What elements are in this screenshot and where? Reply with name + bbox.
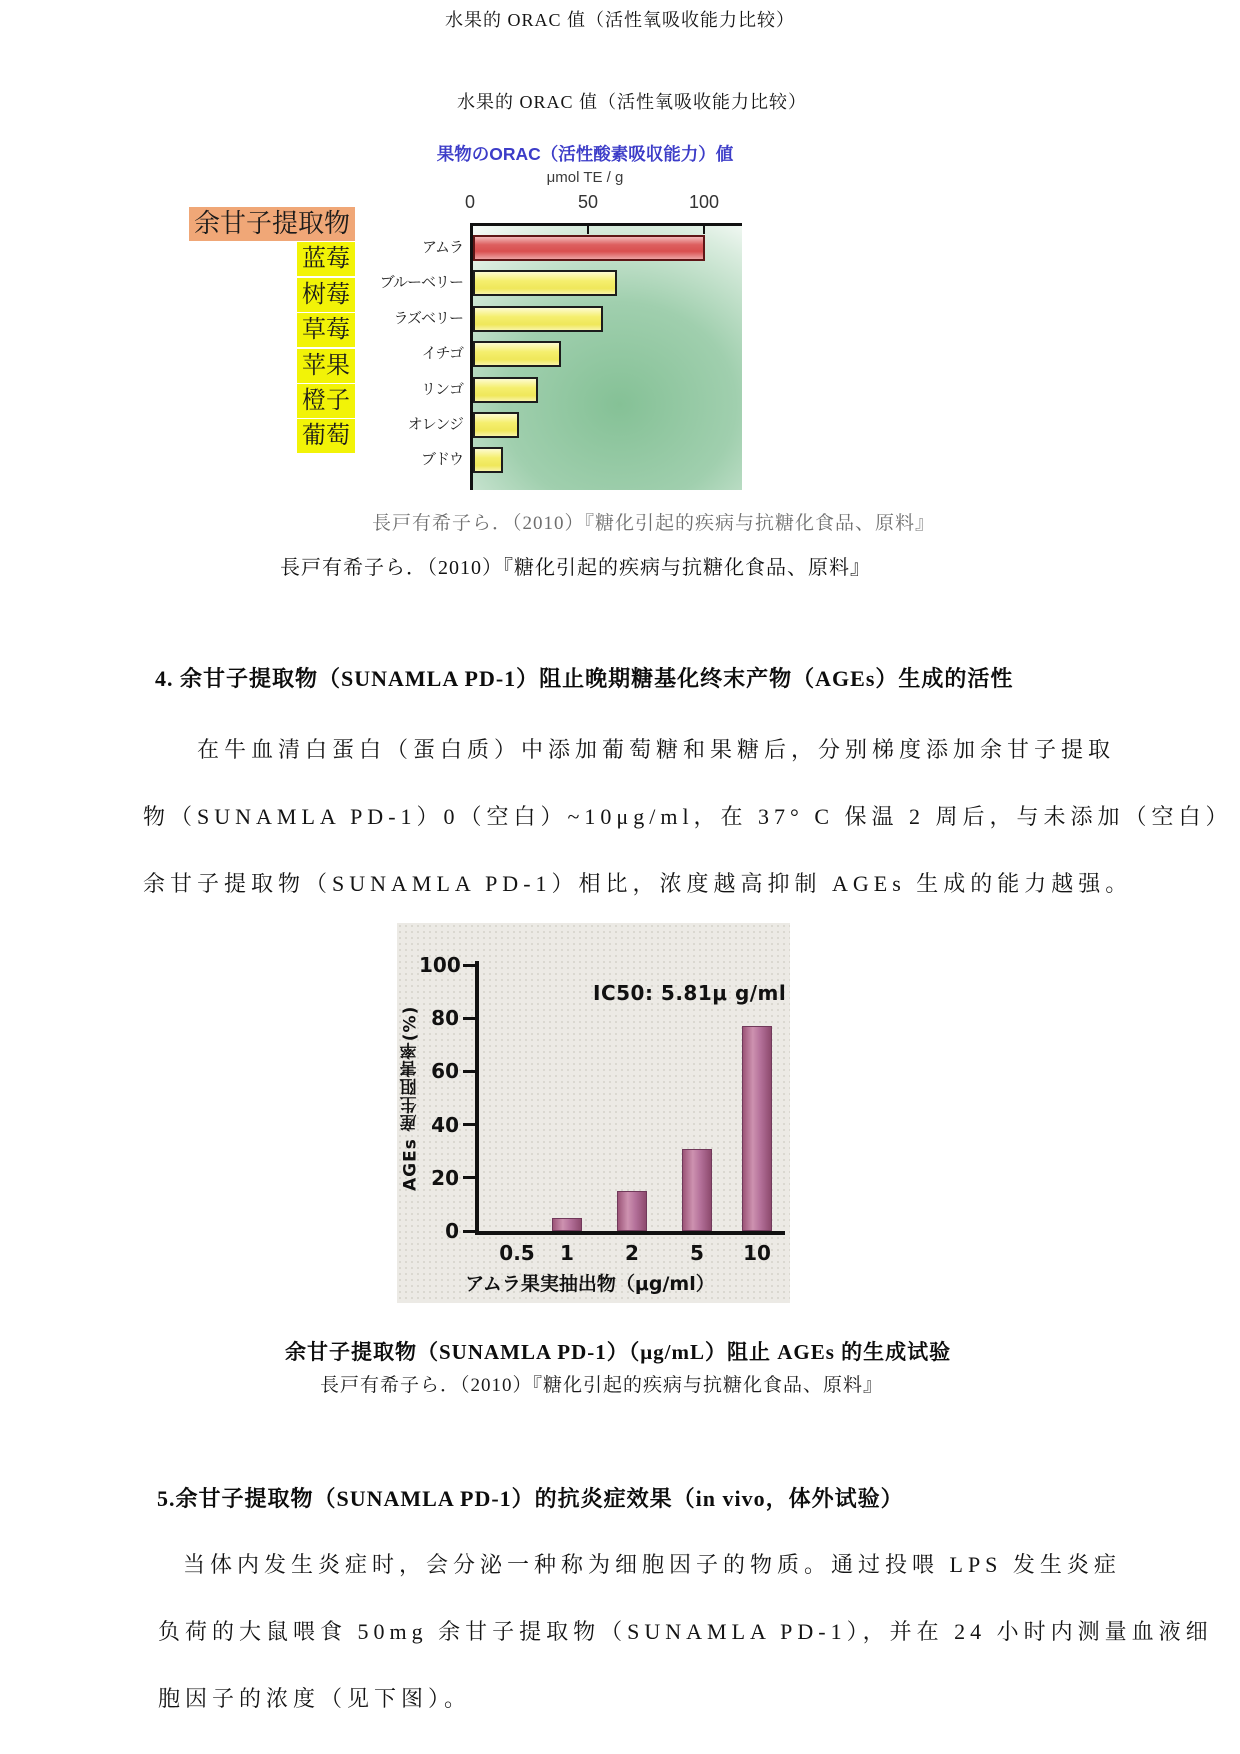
- bar-label-jp: イチゴ: [421, 345, 463, 363]
- section4-heading: 4. 余甘子提取物（SUNAMLA PD-1）阻止晚期糖基化终末产物（AGEs）生成的活性: [155, 666, 1014, 691]
- orac-bar: [473, 235, 705, 261]
- chart2-x-axis-label: アムラ果実抽出物（μg/ml）: [465, 1273, 715, 1295]
- chart2-y-tick-label: 40: [431, 1112, 459, 1137]
- chart2-y-tickmark: [463, 1176, 475, 1179]
- highlight-label-fruit: 草莓: [297, 313, 355, 347]
- paragraph-line: 余甘子提取物（SUNAMLA PD-1）相比，浓度越高抑制 AGEs 生成的能力越强。: [143, 871, 1133, 896]
- ages-bar-chart: [397, 923, 790, 1303]
- chart2-y-axis-label: AGEs 産生阻害率(%): [400, 1005, 421, 1191]
- chart2-y-tickmark: [463, 964, 475, 967]
- chart2-ic50-annotation: IC50: 5.81μ g/ml: [593, 981, 787, 1005]
- chart1-tick-label: 0: [464, 192, 476, 212]
- chart1-title: 果物のORAC（活性酸素吸収能力）値: [436, 144, 734, 164]
- bar-label-jp: リンゴ: [420, 380, 463, 398]
- chart1-top-axis-line: [470, 223, 742, 226]
- bar-label-jp: オレンジ: [407, 416, 463, 433]
- bar-label-jp: アムラ: [422, 239, 463, 256]
- chart2-x-axis-line: [475, 1231, 785, 1235]
- chart2-y-tick-label: 20: [431, 1165, 459, 1190]
- chart2-y-tick-label: 60: [431, 1059, 459, 1084]
- chart2-y-tick-label: 80: [431, 1006, 459, 1031]
- bar-label-jp: ブドウ: [420, 451, 463, 469]
- highlight-label-fruit: 苹果: [297, 349, 355, 383]
- figure1-title: 水果的 ORAC 值（活性氧吸收能力比较）: [456, 92, 807, 112]
- figure1-source-citation: 長戸有希子ら．（2010）『糖化引起的疾病与抗糖化食品、原料』: [280, 557, 871, 579]
- page-header-title: 水果的 ORAC 值（活性氧吸收能力比较）: [444, 10, 795, 30]
- ages-bar: [682, 1149, 712, 1231]
- orac-bar: [473, 306, 603, 332]
- chart2-y-tick-label: 100: [419, 953, 461, 977]
- chart2-y-tickmark: [463, 1017, 475, 1020]
- paragraph-line: 当体内发生炎症时，会分泌一种称为细胞因子的物质。通过投喂 LPS 发生炎症: [183, 1552, 1121, 1577]
- chart1-tick-label: 50: [577, 192, 599, 212]
- paragraph-line: 胞因子的浓度（见下图）。: [158, 1686, 472, 1711]
- chart1-tick-50: [587, 226, 589, 234]
- ages-bar: [617, 1191, 647, 1231]
- highlight-label-fruit: 蓝莓: [297, 242, 355, 276]
- chart2-y-tickmark: [463, 1230, 475, 1233]
- figure1-source-inner: 長戸有希子ら．（2010）『糖化引起的疾病与抗糖化食品、原料』: [372, 513, 936, 534]
- ages-bar: [552, 1218, 582, 1231]
- chart2-x-tick-label: 2: [625, 1241, 639, 1265]
- paragraph-line: 物（SUNAMLA PD-1）0（空白）~10μg/ml，在 37° C 保温 2 周后，与未添加（空白）: [143, 804, 1233, 829]
- chart1-tick-100: [703, 226, 705, 234]
- highlight-label-fruit: 葡萄: [297, 419, 355, 453]
- orac-bar: [473, 412, 519, 438]
- chart2-x-tick-label: 1: [560, 1241, 574, 1265]
- chart1-tick-label: 100: [688, 192, 720, 212]
- chart2-x-tick-label: 5: [690, 1241, 704, 1265]
- orac-bar: [473, 377, 538, 403]
- orac-bar: [473, 447, 503, 473]
- orac-bar: [473, 270, 617, 296]
- figure2-source-citation: 長戸有希子ら．（2010）『糖化引起的疾病与抗糖化食品、原料』: [320, 1375, 884, 1396]
- paragraph-line: 负荷的大鼠喂食 50mg 余甘子提取物（SUNAMLA PD-1），并在 24 小时内测量血液细: [158, 1619, 1213, 1644]
- paragraph-line: 在牛血清白蛋白（蛋白质）中添加葡萄糖和果糖后，分别梯度添加余甘子提取: [197, 737, 1116, 762]
- chart2-y-tickmark: [463, 1070, 475, 1073]
- ages-bar: [742, 1026, 772, 1231]
- orac-bar: [473, 341, 561, 367]
- chart2-y-tickmark: [463, 1123, 475, 1126]
- chart2-y-axis-line: [475, 961, 479, 1235]
- bar-label-jp: ラズベリー: [393, 309, 463, 327]
- chart2-x-tick-label: 0.5: [499, 1241, 535, 1265]
- figure2-caption: 余甘子提取物（SUNAMLA PD-1）（μg/mL）阻止 AGEs 的生成试验: [285, 1340, 952, 1364]
- chart2-x-tick-label: 10: [743, 1241, 771, 1265]
- orac-bar-chart: [193, 135, 745, 490]
- chart2-y-tick-label: 0: [445, 1219, 459, 1243]
- chart1-unit-label: μmol TE / g: [546, 169, 624, 186]
- highlight-label-amla: 余甘子提取物: [189, 207, 355, 241]
- section5-heading: 5.余甘子提取物（SUNAMLA PD-1）的抗炎症效果（in vivo，体外试验）: [157, 1486, 904, 1511]
- bar-label-jp: ブルーベリー: [379, 274, 463, 292]
- highlight-label-fruit: 树莓: [297, 278, 355, 312]
- highlight-label-fruit: 橙子: [297, 384, 355, 418]
